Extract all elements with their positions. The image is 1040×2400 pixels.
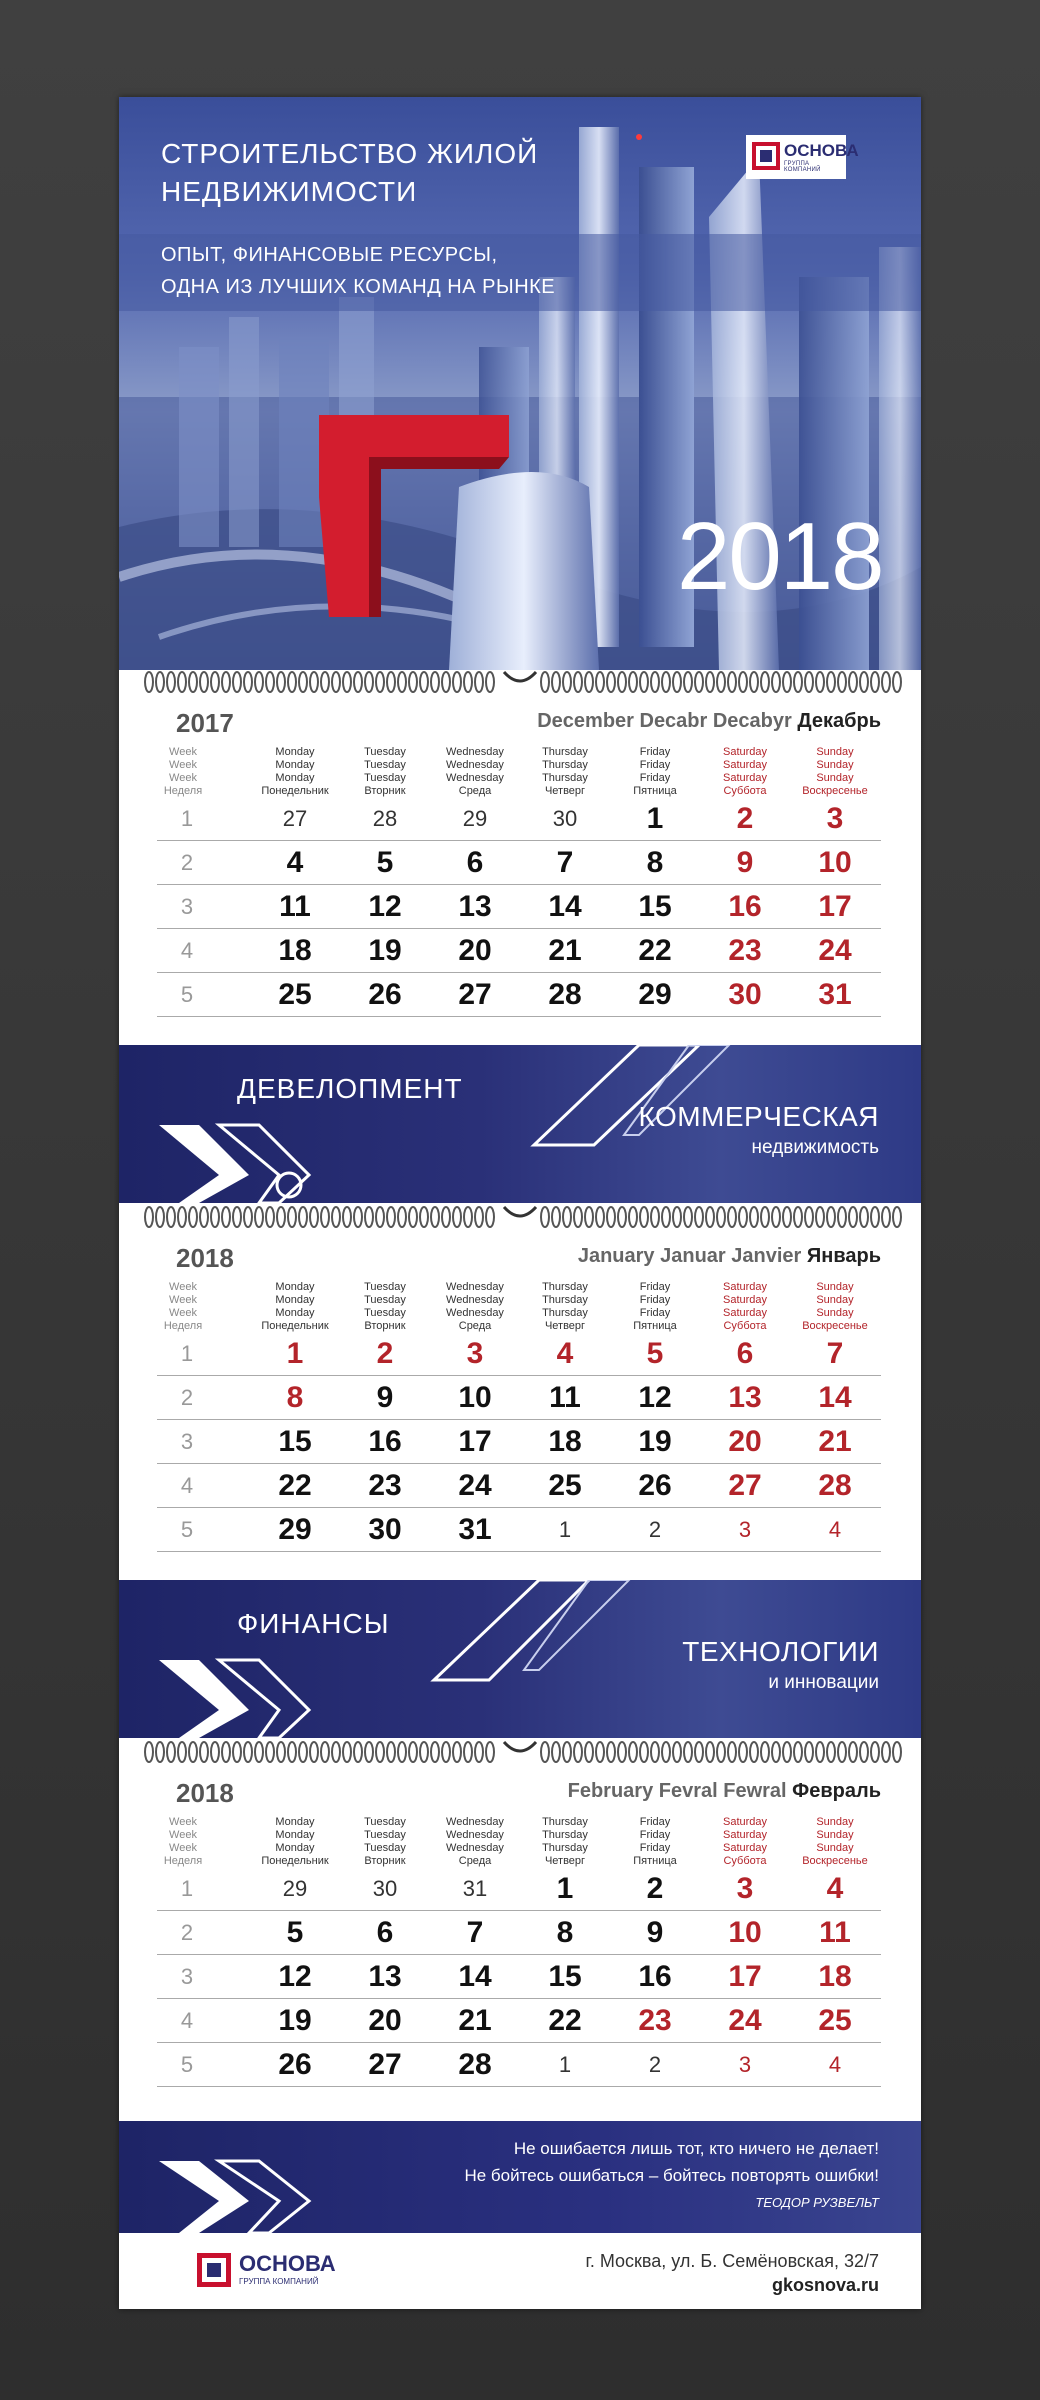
week-number: 2: [180, 1385, 194, 1410]
footer-website[interactable]: gkosnova.ru: [771, 2275, 879, 2295]
day-cell: 19: [278, 2004, 312, 2037]
day-cell: 3: [738, 1517, 752, 1542]
day-cell: 28: [818, 1469, 852, 1502]
day-cell: 24: [458, 1469, 492, 1502]
banner-finance: [119, 1580, 921, 1738]
week-number: 3: [180, 1429, 194, 1454]
day-cell: 25: [278, 978, 312, 1011]
month-year: 2018: [176, 1243, 234, 1273]
day-cell: 29: [638, 978, 672, 1011]
day-cell: 28: [372, 806, 398, 831]
week-number: 5: [180, 1517, 194, 1542]
week-row: [157, 1911, 881, 1955]
day-header: Wednesday Wednesday Wednesday Среда: [446, 1281, 504, 1332]
logo-square-icon: [752, 142, 780, 170]
week-row: [157, 1420, 881, 1464]
banner-development: [119, 1045, 921, 1203]
day-cell: 29: [278, 1513, 312, 1546]
day-cell: 5: [646, 1337, 664, 1370]
month-title: February Fevral Fewral Февраль: [567, 1780, 881, 1802]
week-row: [157, 1999, 881, 2043]
day-cell: 2: [376, 1337, 394, 1370]
day-cell: 18: [278, 934, 312, 967]
week-row: [157, 2043, 881, 2087]
day-cell: 10: [728, 1916, 762, 1949]
day-cell: 20: [728, 1425, 762, 1458]
day-cell: 5: [376, 846, 394, 879]
day-cell: 9: [646, 1916, 664, 1949]
week-row: [157, 973, 881, 1017]
day-header: Sunday Sunday Sunday Воскресенье: [802, 1816, 868, 1867]
day-cell: 1: [286, 1337, 304, 1370]
day-cell: 10: [458, 1381, 492, 1414]
week-row: [157, 1332, 881, 1376]
day-cell: 27: [728, 1469, 762, 1502]
week-row: [157, 1867, 881, 1911]
week-row: [157, 797, 881, 841]
day-cell: 25: [818, 2004, 852, 2037]
day-cell: 17: [818, 890, 852, 923]
day-cell: 25: [548, 1469, 582, 1502]
day-cell: 28: [548, 978, 582, 1011]
day-cell: 3: [826, 802, 844, 835]
banner-right-label: ТЕХНОЛОГИИ: [682, 1636, 879, 1667]
day-cell: 30: [728, 978, 762, 1011]
day-cell: 3: [466, 1337, 484, 1370]
day-header: Sunday Sunday Sunday Воскресенье: [802, 746, 868, 797]
day-cell: 8: [556, 1916, 574, 1949]
day-cell: 12: [278, 1960, 312, 1993]
spiral-binding: [119, 1740, 921, 1764]
day-header: Friday Friday Friday Пятница: [633, 1816, 677, 1867]
day-header: Monday Monday Monday Понедельник: [261, 746, 329, 797]
header-year: 2018: [677, 503, 883, 610]
day-cell: 2: [648, 1517, 662, 1542]
day-cell: 31: [458, 1513, 492, 1546]
spiral-binding: [119, 670, 921, 694]
day-cell: 7: [466, 1916, 484, 1949]
week-number: 2: [180, 1920, 194, 1945]
month-block-february: [119, 1750, 921, 2112]
day-cell: 11: [279, 890, 311, 923]
header-title: СТРОИТЕЛЬСТВО ЖИЛОЙ НЕДВИЖИМОСТИ: [161, 138, 539, 207]
day-cell: 22: [638, 934, 672, 967]
day-cell: 24: [728, 2004, 762, 2037]
week-number: 4: [180, 1473, 194, 1498]
day-cell: 22: [278, 1469, 312, 1502]
day-cell: 27: [368, 2048, 402, 2081]
day-cell: 16: [368, 1425, 402, 1458]
calendar-header: [119, 97, 921, 670]
day-cell: 13: [368, 1960, 402, 1993]
day-cell: 26: [278, 2048, 312, 2081]
day-cell: 24: [818, 934, 852, 967]
week-row: [157, 929, 881, 973]
day-header: Week Week Week Неделя: [163, 1816, 203, 1867]
banner-right-label: КОММЕРЧЕСКАЯ: [638, 1101, 879, 1132]
day-cell: 29: [282, 1876, 308, 1901]
banner-right-sublabel: и инновации: [768, 1672, 879, 1693]
day-cell: 1: [558, 1517, 572, 1542]
day-header: Tuesday Tuesday Tuesday Вторник: [364, 1816, 406, 1867]
day-header: Monday Monday Monday Понедельник: [261, 1816, 329, 1867]
day-cell: 13: [728, 1381, 762, 1414]
week-number: 4: [180, 2008, 194, 2033]
day-cell: 15: [638, 890, 672, 923]
day-header: Wednesday Wednesday Wednesday Среда: [446, 1816, 504, 1867]
header-logo: ОСНОВА ГРУППА КОМПАНИЙ: [746, 135, 846, 179]
day-cell: 14: [818, 1381, 852, 1414]
quote-text: Не ошибается лишь тот, кто ничего не делает! Не бойтесь ошибаться – бойтесь повторять ошибки!: [464, 2139, 879, 2185]
day-cell: 4: [828, 1517, 842, 1542]
banner-left-label: ДЕВЕЛОПМЕНТ: [237, 1073, 463, 1104]
day-header: Friday Friday Friday Пятница: [633, 1281, 677, 1332]
day-cell: 1: [646, 802, 664, 835]
day-cell: 2: [646, 1872, 664, 1905]
day-cell: 4: [556, 1337, 574, 1370]
day-cell: 17: [458, 1425, 492, 1458]
day-cell: 14: [458, 1960, 492, 1993]
day-cell: 7: [826, 1337, 844, 1370]
day-cell: 10: [818, 846, 852, 879]
day-header: Monday Monday Monday Понедельник: [261, 1281, 329, 1332]
day-cell: 12: [638, 1381, 672, 1414]
day-cell: 8: [286, 1381, 304, 1414]
day-cell: 3: [736, 1872, 754, 1905]
day-cell: 15: [278, 1425, 312, 1458]
week-row: [157, 885, 881, 929]
week-number: 5: [180, 2052, 194, 2077]
week-number: 5: [180, 982, 194, 1007]
day-cell: 9: [376, 1381, 394, 1414]
week-number: 2: [180, 850, 194, 875]
day-cell: 2: [648, 2052, 662, 2077]
week-row: [157, 841, 881, 885]
day-header: Tuesday Tuesday Tuesday Вторник: [364, 1281, 406, 1332]
month-block-january: [119, 1215, 921, 1577]
day-cell: 3: [738, 2052, 752, 2077]
day-header: Wednesday Wednesday Wednesday Среда: [446, 746, 504, 797]
quote-band: [119, 2121, 921, 2233]
day-cell: 17: [728, 1960, 762, 1993]
header-subtitle: ОПЫТ, ФИНАНСОВЫЕ РЕСУРСЫ, ОДНА ИЗ ЛУЧШИХ КОМАНД НА РЫНКЕ: [161, 244, 556, 298]
day-cell: 6: [376, 1916, 394, 1949]
day-cell: 26: [368, 978, 402, 1011]
day-cell: 11: [549, 1381, 581, 1414]
day-cell: 21: [548, 934, 582, 967]
banner-right-sublabel: недвижимость: [751, 1137, 879, 1158]
day-cell: 5: [286, 1916, 304, 1949]
day-cell: 22: [548, 2004, 582, 2037]
day-header: Friday Friday Friday Пятница: [633, 746, 677, 797]
day-cell: 13: [458, 890, 492, 923]
day-header: Thursday Thursday Thursday Четверг: [542, 746, 588, 797]
footer-logo: ОСНОВА ГРУППА КОМПАНИЙ: [197, 2245, 337, 2289]
day-header: Thursday Thursday Thursday Четверг: [542, 1281, 588, 1332]
month-year: 2018: [176, 1778, 234, 1808]
week-number: 1: [180, 1876, 194, 1901]
day-cell: 20: [458, 934, 492, 967]
wall-calendar: [119, 97, 921, 2309]
day-cell: 27: [282, 806, 308, 831]
day-cell: 31: [818, 978, 852, 1011]
day-cell: 21: [458, 2004, 492, 2037]
week-row: [157, 1508, 881, 1552]
day-cell: 7: [556, 846, 574, 879]
week-number: 1: [180, 806, 194, 831]
footer-address: г. Москва, ул. Б. Семёновская, 32/7: [585, 2251, 879, 2271]
week-number: 3: [180, 894, 194, 919]
day-cell: 2: [736, 802, 754, 835]
day-cell: 30: [372, 1876, 398, 1901]
day-cell: 27: [458, 978, 492, 1011]
day-cell: 4: [286, 846, 304, 879]
day-cell: 18: [548, 1425, 582, 1458]
day-cell: 6: [466, 846, 484, 879]
day-header: Thursday Thursday Thursday Четверг: [542, 1816, 588, 1867]
day-header: Saturday Saturday Saturday Суббота: [722, 746, 768, 797]
day-cell: 23: [728, 934, 762, 967]
spiral-binding: [119, 1205, 921, 1229]
month-title: December Decabr Decabyr Декабрь: [537, 710, 881, 732]
day-cell: 18: [818, 1960, 852, 1993]
day-cell: 30: [368, 1513, 402, 1546]
day-header: Tuesday Tuesday Tuesday Вторник: [364, 746, 406, 797]
day-cell: 16: [638, 1960, 672, 1993]
day-header: Week Week Week Неделя: [163, 1281, 203, 1332]
day-cell: 1: [558, 2052, 572, 2077]
day-cell: 9: [736, 846, 754, 879]
day-cell: 29: [462, 806, 488, 831]
day-header: Sunday Sunday Sunday Воскресенье: [802, 1281, 868, 1332]
day-cell: 20: [368, 2004, 402, 2037]
day-cell: 31: [462, 1876, 488, 1901]
day-cell: 16: [728, 890, 762, 923]
day-cell: 12: [368, 890, 402, 923]
week-row: [157, 1464, 881, 1508]
week-row: [157, 1955, 881, 1999]
logo-square-icon: [197, 2253, 231, 2287]
day-cell: 1: [556, 1872, 574, 1905]
month-year: 2017: [176, 708, 234, 738]
day-cell: 30: [552, 806, 578, 831]
week-number: 4: [180, 938, 194, 963]
day-cell: 19: [638, 1425, 672, 1458]
day-cell: 21: [818, 1425, 852, 1458]
day-cell: 11: [819, 1916, 851, 1949]
week-row: [157, 1376, 881, 1420]
day-cell: 14: [548, 890, 582, 923]
day-header: Saturday Saturday Saturday Суббота: [722, 1281, 768, 1332]
day-header: Saturday Saturday Saturday Суббота: [722, 1816, 768, 1867]
week-number: 1: [180, 1341, 194, 1366]
day-cell: 19: [368, 934, 402, 967]
footer: [119, 2233, 921, 2309]
day-cell: 26: [638, 1469, 672, 1502]
day-cell: 15: [548, 1960, 582, 1993]
day-cell: 4: [828, 2052, 842, 2077]
week-number: 3: [180, 1964, 194, 1989]
month-block-december: [119, 680, 921, 1042]
day-header: Week Week Week Неделя: [163, 746, 203, 797]
day-cell: 28: [458, 2048, 492, 2081]
quote-author: ТЕОДОР РУЗВЕЛЬТ: [755, 2195, 879, 2210]
day-cell: 4: [826, 1872, 844, 1905]
banner-left-label: ФИНАНСЫ: [237, 1608, 390, 1639]
month-title: January Januar Janvier Январь: [577, 1245, 881, 1267]
day-cell: 8: [646, 846, 664, 879]
day-cell: 23: [368, 1469, 402, 1502]
day-cell: 23: [638, 2004, 672, 2037]
day-cell: 6: [736, 1337, 754, 1370]
